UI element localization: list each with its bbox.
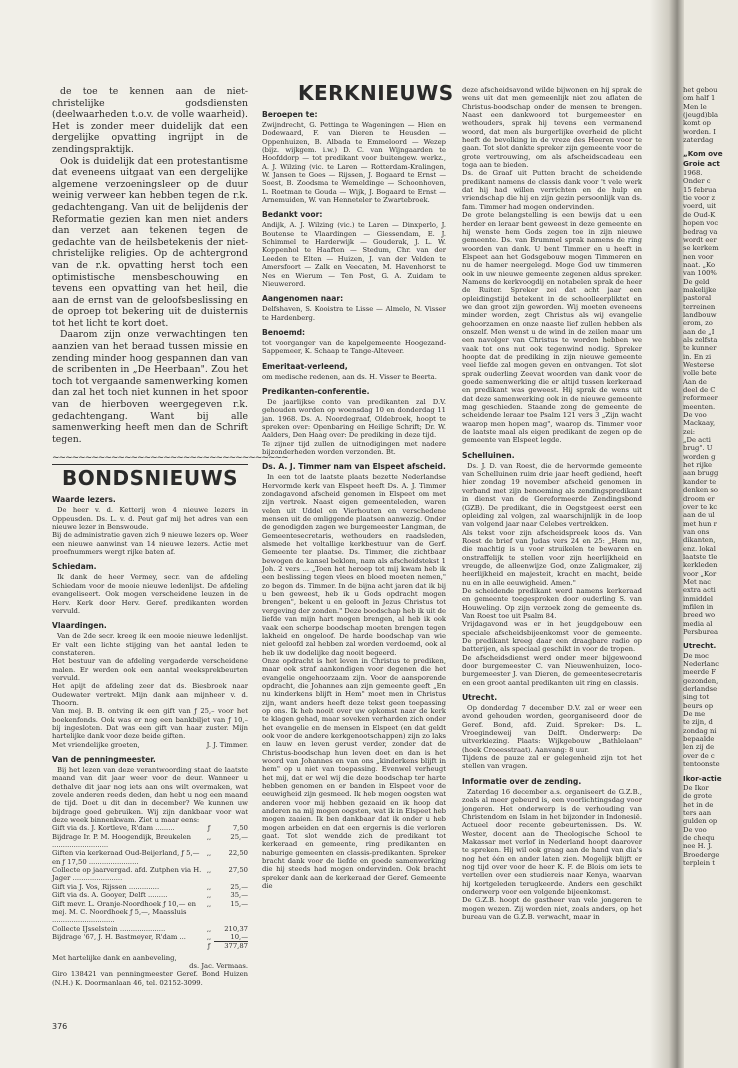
fragment-line: wordt eer <box>683 235 717 244</box>
col3-section <box>462 777 642 922</box>
gift-label <box>52 942 204 951</box>
gift-row <box>52 824 248 832</box>
fragment-line: zei: <box>683 427 696 436</box>
fragment-line: Westerse <box>683 361 715 369</box>
fragment-line: Mackaay, <box>683 419 716 428</box>
fragment-line: in. En zi <box>683 352 712 361</box>
fragment-line: Broederge <box>683 850 720 859</box>
section-title: Aangenomen naar: <box>262 294 344 304</box>
fragment-line: nee H. J. <box>683 842 713 851</box>
fragment-line: 15 februa <box>683 185 717 194</box>
gifts-table <box>52 824 248 950</box>
fragment-line: de chequ <box>683 833 715 842</box>
gift-currency: ,, <box>206 899 212 908</box>
section-text: Op donderdag 7 december D.V. zal er weer een avond gehouden worden, georganiseerd door de Geref. Bond, afd. Zuid. Spreker: Ds. L. Vroegindeweij van Delft. Onderwerp: De uitverkiezing. Plaats: Wijkgebouw „Bathlelaan" (hoek Croeesstraat). Aanvang: 8 uur. Tijdens de pauze zal er gelegenheid zijn tot het stellen van vragen. <box>462 704 642 771</box>
fragment-line: reformeer <box>683 394 718 403</box>
fragment-line: bepaalde <box>683 735 715 744</box>
fragment-line: bedrag va <box>683 227 718 236</box>
page-number: 376 <box>52 1022 68 1031</box>
fragment-line: breed wo <box>683 611 716 620</box>
fragment-line: droom er <box>683 494 715 503</box>
fragment-line: worden g <box>683 452 716 461</box>
fragment-line: de grote <box>683 792 712 801</box>
gift-currency: ƒ <box>207 824 211 833</box>
section-text: deze afscheidsavond wilde bijwonen en hij sprak de wens uit dat men gemeenlijk niet zou aflaten de Christus-boodschap onder de mensen te brengen. Naast een dankwoord tot burgemeester en wethouders, sprak hij tevens een vermanend woord, dat men als burgerlijke overheid de plicht heeft de bevolking in de vreze des Heeren voor te gaan. Tot slot dankte spreker zijn gemeente voor de grote vertrouwing, om als afscheidscadeau een toga aan te bieden. Ds. de Graaf uit Putten bracht de scheidende predikant namens de classis dank voor 't vele werk dat hij had willen verrichten en de hulp en vriendschap die hij en zijn gezin persoonlijk van ds. fam. Timmer had mogen ondervinden. De grote belangstelling is een bewijs dat u een herder en leraar bent geweest in deze gemeente en hij wenste hem Gods zegen toe in zijn nieuwe gemeente. Ds. van Brummel sprak namens de ring woorden van dank. U bent Timmer en u heeft in Elspeet aan het Godsgebouw mogen Timmeren en nu de hamer neergelegd. Moge God uw timmeren ook in uw nieuwe gemeente zegenen aldus spreker. Namens de kerkvoogdij en notabelen sprak de heer de Ruiter. Spreker zei dat acht jaar een opleidingstijd betekent in de schoolleerpliktet en we dan groot zijn geworden. Wij moeten eveneens minder worden, zegt Christus als wij evangelie gehoorzamen en onze naaste lief zullen hebben als onszelf. Men wenst u de wind in de zeilen maar um een navolger van Christus te worden hebben we vaak tot ons nut ook tegenwind nodig. Spreker hoopte dat de prediking in zijn nieuwe gemeente veel liefde zal mogen geven en ontvangen. Tot slot sprak ouderling Zeevat woorden van dank voor de goede samenwerking die er altijd tussen kerkeraad en predikant was geweest. Hij sprak de wens uit dat deze samenwerking ook in de nieuwe gemeente mag geschieden. Staande zong de gemeente de scheidende leraar toe Psalm 121 vers 3 „Zijn wacht waarop men hopen mag", waarop ds. Timmer voor de laatste maal als eigen predikant de zegen op de gemeente van Elspeet legde. <box>462 86 642 445</box>
section-text: In een tot de laatste plaats bezette Nederlandse Hervormde kerk van Elspeet heeft Ds. A. J. Timmer zondagavond afscheid genomen in Elspeet om met zijn vertrek. Naast eigen gemeenteleden, waren velen uit Uddel en Vierhouten en verschedene mensen uit de omliggende plaatsen aanwezig. Onder de genodigden zagen we burgemeester Langman, de Gemeentesecretaris, wethouders en raadsleden, alsmede het voltallige kerkbestuur van de Gerf. Gemeente ter plaatse. Ds. Timmer, die zichtbaar bewogen de kansel beklom, nam als afscheidstekst 1 Joh. 2 vers ... „Toen het heroep tot mij kwam heb ik een beslissing tegen vlees en bloed moeten nemen," zo begon ds. Timmer. In de bijna acht jaren dat ik bij u ben geweest, heb ik u Gods opdracht mogen brengen", bekent u en gelooft in Jezus Christus tot vergeving der zonden." Deze boodschap heb ik uit de liefde van mijn hart mogen brengen, al heb ik ook vaak een scherpe boodschap moeten brengen tegen lakheid en ongeloof. De harde boodschap van wie niet geloofd zal hebben zal worden verdoemd, ook al heb ik uw dodelijke dag nooit begeerd. Onze opdracht is het leven in Christus te prediken, maar ook straf aankondigen voor degenen die het evangelie ongehoorzaam zijn. Voor de aansporende opdracht, die Johannes aan zijn gemeente geeft „En nu kinderkens blijft in Hem" moet men in Christus zijn, want anders heeft deze tekst geen toepassing op ons. Ik heb nooit over uw opkomst naar de kerk te klagen gehad, maar soveken verharden zich onder het evangelie en de mensen in Elspeet (en dat geldt ook voor de andere kerkgenootschappen) zijn zo laks en lauw en leven gerust verder, zonder dat de Christus-boodschap hun leven doet en dan is het woord van Johannes en van ons „kinderkens blijft in hem" op u niet van toepassing. Evenwel verheugt het mij, dat er wel wij die deze boodschap ter harte hebben genomen en er banden in Elspeet voor de eeuwigheid zijn gesmeed. Ik heb mogen oogsten wat anderen voor mij hebben gezaaid en ik hoop dat anderen na mij mogen oogsten, wat ik in Elspeet heb mogen zaaien. Ik ben dankbaar dat ik onder u heb mogen arbeiden en dat een ergernis is die verloren gaat. Tot slot wendde zich de predikant tot kerkeraad en gemeente, ring predikanten en naburige gemeenten en classis-predikanten. Spreker bracht dank voor de liefde en goede samenwerking die hij steeds had mogen ondervinden. Ook bracht spreker dank aan de kerkeraad der Geref. Gemeente die <box>262 473 446 891</box>
closing-signature: ds. Jac. Vermaas. <box>189 961 248 970</box>
kerk-section <box>262 210 446 288</box>
fragment-line: enz. lokal <box>683 544 716 553</box>
gift-currency: ,, <box>206 866 212 875</box>
fragment-line: Persburea <box>683 628 719 636</box>
fragment-line: (jeugd)bla <box>683 111 719 120</box>
fragment-line: inmiddel <box>683 594 714 603</box>
section-title: Waarde lezers. <box>52 495 116 505</box>
fragment-line: over de c <box>683 751 715 760</box>
fragment-line: 1968. <box>683 169 703 178</box>
fragment-line: sing tot <box>683 693 710 702</box>
fragment-line: se kerkem <box>683 244 719 253</box>
fragment-line: gulden op <box>683 817 718 826</box>
fragment-line: van 100% <box>683 269 717 278</box>
gift-row <box>52 866 248 883</box>
fragment-line: brug". U <box>683 444 713 453</box>
signature-line <box>52 741 248 749</box>
fragment-line: media al <box>683 619 713 628</box>
gift-amount: 210,37 <box>224 924 248 933</box>
fragment-line: de Oud-K <box>683 210 716 219</box>
gift-label: Bijdrage '67, J. H. Bastmeyer, R'dam ... <box>52 932 186 941</box>
fragment-line: van ons <box>683 527 710 536</box>
section-text: Zwijndrecht, G. Pettinga te Wageningen — Hien en Dodewaard, F. van Dieren te Heusden — Oppenhuizen, B. Albada te Emmeloord — Wezep (bijz. wijkgem. i.w.) D. C. van Wijngaarden te Hoofddorp — tot predikant voor buitengew. werkz., A. J. Wilzing (vic. te Laren — Rotterdam-Kralingen, W. Jansen te Goes — Rijssen, J. Bogaard te Ernst — Soest, B. Zoodsma te Wemeldinge — Schoonhoven, L. Roetman te Gouda — Wijk, J. Bogaard te Ernst — Arnemuiden, W. van Henneteler te Zwartebroek. <box>262 121 446 205</box>
fragment-line: als zelfsta <box>683 335 718 344</box>
fragment-lines <box>683 169 738 636</box>
section-title: Emeritaat-verleend, <box>262 361 348 371</box>
section-title: Schelluinen. <box>462 450 515 460</box>
fragment-line: naat. „Ko <box>683 260 716 269</box>
fragment-line: terplein t <box>683 858 715 867</box>
gift-currency: ,, <box>206 849 212 858</box>
gift-label: Collecte IJsselstein ..................... <box>52 924 166 933</box>
fragment-line: gezonden, <box>683 676 719 685</box>
column-2 <box>262 81 454 891</box>
gift-row <box>52 925 248 933</box>
fragment-line: aan de ul <box>683 511 715 520</box>
gift-row <box>52 933 248 942</box>
section-text: De heer v. d. Ketterij won 4 nieuwe lezers in Oppeusden. Ds. L. v. d. Peut gaf mij het adres van een nieuwe lezer in Benswoude. Bij de administratie gaven zich 9 nieuwe lezers op. Weer een nieuwe aanwinst van 14 nieuwe lezers. Actie met proefnummers wergt rijke baten af. <box>52 506 248 557</box>
section-title: Informatie over de zending. <box>462 776 582 786</box>
fragment-line: derlandse <box>683 685 718 694</box>
fragment-line: komt op <box>683 119 711 128</box>
section-title: „Kom ove <box>683 149 723 159</box>
section-text: Zaterdag 16 december a.s. organiseert de G.Z.B., zoals al meer gebeurd is, een voorlichtingsdag voor jongeren. Het onderwerp is de verhouding van Christendom en Islam in het bijzonder in Indonesië. Actueel door recente gebeurtenissen. Ds. W. Wester, docent aan de Theologische School te Makassar met verlof in Nederland hoopt daarover te spreken. Hij wil ook graag aan de hand van dia's nog het één en ander laten zien. Mogelijk blijft er nog tijd over voor de heer K. F. de Blois om iets te vertellen over een studiereis naar Kenya, waarvan hij kortgeleden terugkeerde. Anders een geschikt onderwerp voor een volgende bijeenkomst. De G.Z.B. hoopt de gastheer van vele jongeren te mogen wezen. Zij worden niet, zoals anders, op het bureau van de G.Z.B. verwacht, maar in <box>462 787 642 921</box>
section-text: om medische redenen, aan ds. H. Visser te Beerta. <box>262 372 437 381</box>
greeting: Met vriendelijke groeten, <box>52 740 140 749</box>
signature: J. J. Timmer. <box>206 740 248 749</box>
fragment-line: voerd, uit <box>683 202 717 211</box>
fragment-line: „De acti <box>683 436 711 445</box>
gift-currency: ,, <box>206 832 212 841</box>
fragment-line: De Ikor <box>683 783 709 792</box>
section-title: Benoemd: <box>262 327 306 337</box>
gift-row <box>52 849 248 866</box>
fragment-line: voor „Kor <box>683 569 717 578</box>
fragment-line: aan de „I <box>683 327 715 336</box>
fragment-line: De me <box>683 710 706 719</box>
fragment-line: te zijn, d <box>683 718 713 727</box>
bonds-section <box>52 621 248 749</box>
fragment-line: Aan de <box>683 377 707 386</box>
fragment-lines <box>683 784 738 867</box>
fragment-line: De voo <box>683 825 707 834</box>
gift-amount: 7,50 <box>232 824 248 833</box>
intro-article <box>52 86 248 445</box>
gift-amount: 22,50 <box>228 849 248 858</box>
gift-currency: ,, <box>206 932 212 941</box>
kerk-section <box>262 294 446 322</box>
fragment-line: Onder c <box>683 177 711 186</box>
gift-currency: ,, <box>206 924 212 933</box>
fragment-line: het in de <box>683 800 714 809</box>
fragment-line: meerde F <box>683 668 716 677</box>
fragment-line: zaterdag <box>683 136 714 145</box>
column-4-fragment <box>683 86 738 867</box>
bonds-section <box>52 755 248 987</box>
col3-section <box>462 86 642 445</box>
bonds-section <box>52 495 248 556</box>
bondsnieuws-masthead: BONDSNIEUWS <box>62 466 239 491</box>
fragment-line: het gebou <box>683 86 718 94</box>
kerk-section <box>262 462 446 890</box>
gift-label: Gift mevr. L. Oranje-Noordhoek ƒ 10,— en mej. M. C. Noordhoek ƒ 5,—, Maassluis ............................. <box>52 899 196 925</box>
fragment-line: tentoonste <box>683 760 720 769</box>
fragment-line: Met nac <box>683 577 712 586</box>
fragment-line: makelijke <box>683 285 717 294</box>
gift-currency: ,, <box>206 882 212 891</box>
kerk-section <box>262 362 446 381</box>
kerknieuws-masthead: KERKNIEUWS <box>298 81 454 105</box>
fragment-line: De geld <box>683 277 710 286</box>
fragment-line: dikanten, <box>683 536 716 545</box>
gift-amount: 25,— <box>230 882 248 891</box>
kerk-section <box>262 110 446 204</box>
col3-section <box>462 693 642 771</box>
section-title: Groie act <box>683 158 720 168</box>
ornamental-rule: ~~~~~~~~~~~~~~~~~~~~~~~~~~~~~~~~~~~~ <box>52 453 288 464</box>
gift-amount: 25,— <box>230 832 248 841</box>
fragment-line: worden. I <box>683 127 716 136</box>
fragment-line: De voo <box>683 411 707 420</box>
fragment-lines <box>683 86 738 144</box>
gift-label: Gift via ds. J. Kortleve, R'dam ......... <box>52 824 175 833</box>
section-text: Ik dank de heer Vermey, secr. van de afdeling Schiedam voor de mooie nieuwe ledenlijst. De afdeling evangeliseert. Ook mogen verscheidene leuzen in de Herv. Kerk door Herv. Geref. predikanten worden vervuld. <box>52 573 248 615</box>
kerk-section <box>262 387 446 456</box>
fragment-line: pastoral <box>683 294 712 303</box>
fragment-line: terreinen <box>683 302 716 311</box>
fragment-line: landbouw <box>683 310 717 319</box>
fragment-line: deel de C <box>683 386 716 395</box>
fragment-line: het rijke <box>683 461 712 470</box>
fragment-line: erom, zo <box>683 319 713 328</box>
gift-label: Collecte op jaarvergad. afd. Zutphen via H. Jager ....................... <box>52 866 202 883</box>
section-title: Ikor-actie <box>683 773 722 783</box>
fragment-line: hopen voc <box>683 219 719 228</box>
fragment-line: over te kc <box>683 502 718 511</box>
fragment-line: nen voor <box>683 252 714 261</box>
section-text: tot voorganger van de kapelgemeente Hoogezand-Sappemeer, K. Schaap te Tange-Alteveer. <box>262 338 446 356</box>
section-title: Utrecht. <box>683 641 717 651</box>
section-title: Van de penningmeester. <box>52 755 156 764</box>
kerk-section <box>262 328 446 356</box>
gift-amount: 10,— <box>230 932 248 941</box>
fragment-line: aan brugg <box>683 469 719 478</box>
section-title: Beroepen te: <box>262 110 318 119</box>
fragment-line: Nederlanc <box>683 660 720 669</box>
gift-currency: ,, <box>206 891 212 900</box>
section-text: Andijk, A. J. Wilzing (vic.) te Laren — Dinxperlo, J. Boutense te Vlaardingen — Giessendam, E. J. Schimmel te Harderwijk — Gouderak, J. L. W. Koppenhol te Haaften — Stedum, Chr. van der Leeden te Elten — Huizen, J. van der Velden te Amersfoort — Zalk en Veecaten, M. Havenhorst te Nes en Wierum — Ten Post, G. A. Zuidam te Nieuwerord. <box>262 221 446 288</box>
gift-label: Gift via ds. A. Gooyer, Delft ......... <box>52 891 168 900</box>
gift-row <box>52 883 248 891</box>
fragment-line: denken so <box>683 486 719 495</box>
gift-currency: ƒ <box>207 941 211 950</box>
section-text: Van de 2de secr. kreeg ik een mooie nieuwe ledenlijst. Er valt een lichte stijging van het aantal leden te constateren. Het bestuur van de afdeling vergaderde verscheidene malen. Er werden ook een aantal weeksprekbeurten vervuld. Het apijt de afdeling zeer dat ds. Biesbroek naar Oudewater vertrekt. Mijn dank aan mijnheer v. d. Thoorn. Van mej. B. B. ontving ik een gift van ƒ 25,– voor het boekenfonds. Ook was er nog een bankbiljet van ƒ 10,– bij ingesloten. Dat was een gift van haar zuster. Mijn hartelijke dank voor deze beide giften. <box>52 632 248 741</box>
fragment-line: ters aan <box>683 808 712 817</box>
gift-row <box>52 942 248 951</box>
fragment-line: meenten. <box>683 402 716 411</box>
gift-row <box>52 833 248 850</box>
section-text: Ds. J. D. van Roest, die de hervormde gemeente van Schelluinen ruim drie jaar heeft gediend, heeft hier zondag 19 november afscheid genomen in verband met zijn benoeming als zendingspredikant in dienst van de Gereformeerde Zendingsbond (GZB). De predikant, die in Oegstgeest eerst een opleiding zal volgen, zal waarschijnlijk in de loop van volgend jaar naar Celebes vertrekken. Als tekst voor zijn afscheidspreek koos ds. Van Roest de brief van Judas vers 24 en 25: „Hem nu, die machtig is u voor struikelen te bewaren en onstraffelijk te stellen voor zijn heerlijkheid en vreugde, de alleenwijze God, onze Zaligmaker, zij heerlijkheid en majesteit, kracht en macht, beide nu en in alle eeuwigheid. Amen." De scheidende predikant werd namens kerkeraad en gemeente toegesproken door ouderling S. van Houweling. Op zijn verzoek zong de gemeente ds. Van Roest toe uit Psalm 84. Vrijdagavond was er in het jeugdgebouw een speciale afscheidsbijeenkomst voor de gemeente. De predikant kreeg daar een draagbare radio op batterijen, als speciaal geschikt in voor de tropen. De afscheidsdienst werd onder meer bijgewoond door burgemeester C. van Nieuwenhuizen, loco-burgemeester J. van Dieren, de gemeentesecretaris en een groot aantal predikanten uit ring en classis. <box>462 461 642 687</box>
section-title: Predikanten-conferentie. <box>262 386 370 396</box>
section-title: Bedankt voor: <box>262 210 323 220</box>
fragment-line: mfilen in <box>683 602 714 611</box>
section-text: De jaarlijkse conto van predikanten zal D.V. gehouden worden op woensdag 10 en donderdag 11 jan. 1968. Ds. A. Noordegraaf, Oldebroek, hoopt te spreken over: Openbaring en Heilige Schrift; Dr. W. Aalders, Den Haag over: De prediking in deze tijd. Te zijner tijd zullen de uitnodigingen met nadere bijzonderheden worden verzonden. Bt. <box>262 397 446 456</box>
fragment-line: tie voor z <box>683 194 716 203</box>
fragment-line: kander te <box>683 477 717 486</box>
page-gutter-shadow <box>650 0 684 1068</box>
section-text: Bij het lezen van deze verantwoording staat de laatste maand van dit jaar weer voor de deur. Wanneer u dethalve dit jaar nog iets aan ons wilt overmaken, wat zovele anderen reeds deden, dan hebt u nog een maand de tijd. Doet u dit dan in december? We kunnen uw bijdrage goed gebruiken. Wij zijn dankbaar voor wat deze week binnenkwam. Ziet u maar eens: <box>52 766 248 825</box>
section-title: Utrecht. <box>462 693 498 703</box>
fragment-line: met hun r <box>683 519 717 528</box>
fragment-line: om half 1 <box>683 94 716 103</box>
fragment-line: zondag ni <box>683 726 717 735</box>
intro-paragraph: Ook is duidelijk dat een protestantisme dat eveneens uitgaat van een dergelijke algemene verzoeningsleer op de duur weinig verweer kan hebben tegen de r.k. gedachtengang. Van uit de belijdenis der Reformatie gezien kan men niet anders dan verzet aan tekenen tegen de gedachte van de heilsbetekenis der niet-christelijke religies. Op de achtergrond van de r.k. opvatting herst toch een optimistische mensbeschouwing en tevens een opvatting van het heil, die aan de ernst van de geloofsbeslissing en de oproep tot bekering uit de duisternis tot het licht te kort doet. <box>52 155 248 329</box>
fragment-line: De moc <box>683 651 709 660</box>
gift-label: Bijdrage Ir. P. M. Hoogendijk, Breukelen .......................... <box>52 832 192 850</box>
section-title: Vlaardingen. <box>52 621 107 631</box>
gift-label: Gift via J. Vos, Rijssen .............. <box>52 882 160 891</box>
fragment-line: extra acti <box>683 586 716 595</box>
fragment-line: te kunner <box>683 344 717 353</box>
gift-label: Giften via kerkeraad Oud-Beijerland, ƒ 5,— en ƒ 17,50 ....................... <box>52 849 200 866</box>
section-title: Ds. A. J. Timmer nam van Elspeet afscheid. <box>262 462 446 472</box>
section-title: Schiedam. <box>52 562 97 572</box>
fragment-lines <box>683 652 738 769</box>
gift-amount: 377,87 <box>214 942 248 951</box>
fragment-line: laatste tle <box>683 552 718 561</box>
gift-amount: 15,— <box>230 899 248 908</box>
fragment-line: volle bete <box>683 369 717 378</box>
fragment-line: kerkleden <box>683 561 718 570</box>
fragment-line: len zij de <box>683 743 715 752</box>
fragment-line: beurs op <box>683 701 714 710</box>
intro-paragraph: Daarom zijn onze verwachtingen ten aanzien van het beraad tussen missie en zending minder hoog gespannen dan van de scribenten in „De Heerbaan". Zou het toch tot vergaande samenwerking komen dan zal het toch niet kunnen in het spoor van de hierboven weergegeven r.k. gedachtengang. Want bij alle samenwerking heeft men dan de Schrift tegen. <box>52 329 248 445</box>
closing-text: Met hartelijke dank en aanbeveling, <box>52 953 177 962</box>
gift-row <box>52 891 248 899</box>
col3-section <box>462 451 642 687</box>
gift-amount: 35,— <box>230 891 248 900</box>
column-3 <box>462 86 642 921</box>
fragment-line: Men le <box>683 102 707 111</box>
gift-row <box>52 900 248 925</box>
gift-amount: 27,50 <box>228 866 248 875</box>
intro-paragraph: de toe te kennen aan de niet-christelijke godsdiensten (deelwaarheden t.o.v. de volle waarheid). Het is zonder meer duidelijk dat een dergelijke opvatting ingrijpt in de zendingspraktijk. <box>52 86 248 155</box>
giro-line: Giro 138421 van penningmeester Geref. Bond Huizen (N.H.) K. Doormanlaan 46, tel. 02152-3099. <box>52 970 248 987</box>
bonds-section <box>52 562 248 615</box>
section-text: Delfshaven, S. Kooistra te Lisse — Almelo, N. Visser te Hardenberg. <box>262 305 446 322</box>
divider <box>52 464 248 465</box>
